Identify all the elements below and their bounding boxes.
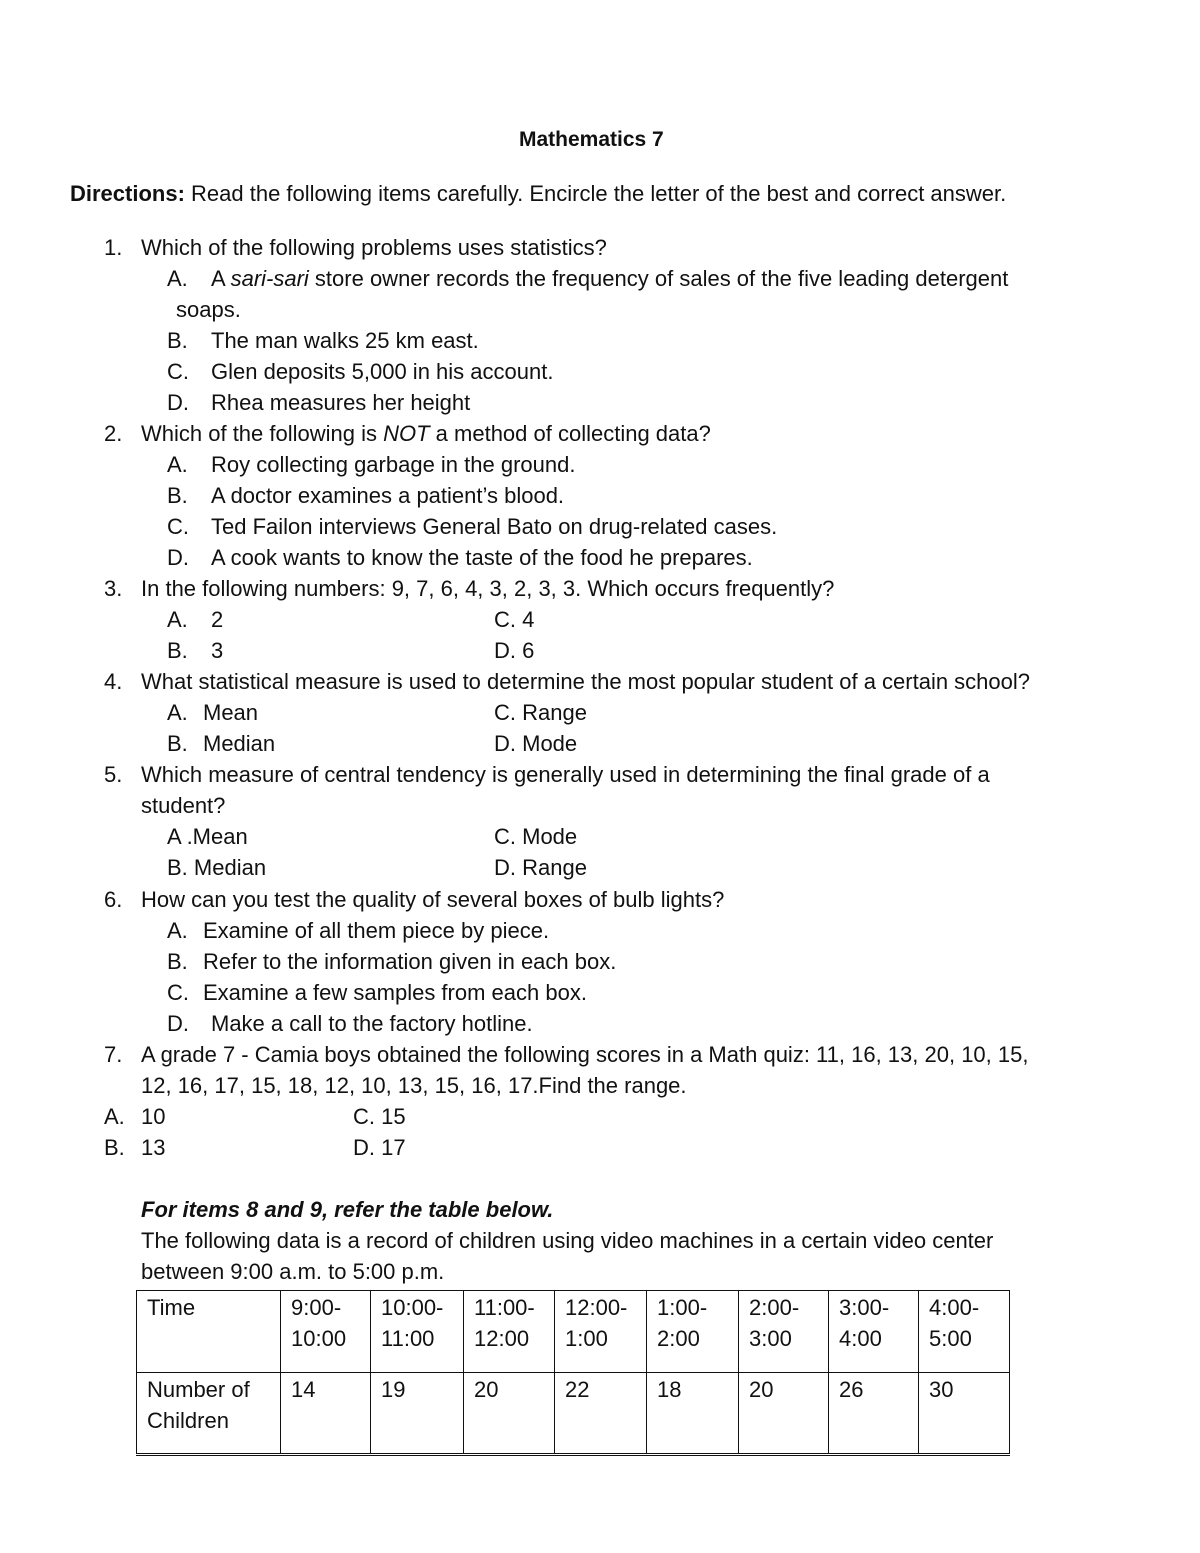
q3-text: In the following numbers: 9, 7, 6, 4, 3, 2, 3, 3. Which occurs frequently? [141,576,835,601]
q1-text: Which of the following problems uses statistics? [141,235,607,260]
table-cell-count: 19 [371,1373,464,1455]
table-section-line1: The following data is a record of children using video machines in a certain video center [141,1228,994,1253]
table-section-line2: between 9:00 a.m. to 5:00 p.m. [141,1259,445,1284]
table-cell-time [739,1291,829,1373]
q2-option-d: A cook wants to know the taste of the food he prepares. [211,545,753,570]
q6-number: 6. [104,887,123,912]
q6-option-d-letter: D. [167,1011,189,1036]
table-section-heading: For items 8 and 9, refer the table below. [141,1197,554,1222]
q1-option-d: Rhea measures her height [211,390,471,415]
time-end: 3:00 [749,1326,792,1351]
directions [70,178,1006,209]
q1-option-a-em: sari-sari [230,266,309,291]
data-table [136,1290,1010,1456]
q2-text-em: NOT [383,421,430,446]
table-cell-count: 22 [555,1373,647,1455]
table-cell-count: 26 [829,1373,919,1455]
q3-option-a-letter: A. [167,607,188,632]
q7-text-cont: 12, 16, 17, 15, 18, 12, 10, 13, 15, 16, 17.Find the range. [141,1073,687,1098]
time-header-label: Time [147,1295,196,1320]
children-header-line2: Children [147,1408,229,1433]
time-start: 4:00- [929,1295,980,1320]
q2-option-c: Ted Failon interviews General Bato on drug-related cases. [211,514,778,539]
time-start: 12:00- [565,1295,628,1320]
q7-option-b-letter: B. [104,1135,125,1160]
q6-option-b-letter: B. [167,949,188,974]
table-row-children [137,1373,1010,1455]
q7-number: 7. [104,1042,123,1067]
q1-option-b-letter: B. [167,328,188,353]
time-end: 10:00 [291,1326,347,1351]
q4-option-b-letter: B. [167,731,188,756]
time-start: 10:00- [381,1295,444,1320]
q4-number: 4. [104,669,123,694]
q6-option-a: Examine of all them piece by piece. [203,918,550,943]
table-header-children [137,1373,281,1455]
q1-number: 1. [104,235,123,260]
time-start: 9:00- [291,1295,342,1320]
page-title: Mathematics 7 [519,128,664,151]
q5-text-cont: student? [141,793,226,818]
q2-option-b: A doctor examines a patient’s blood. [211,483,565,508]
time-start: 11:00- [474,1295,535,1320]
table-cell-time [829,1291,919,1373]
q3-option-a: 2 [211,607,224,632]
q7-text: A grade 7 - Camia boys obtained the following scores in a Math quiz: 11, 16, 13, 20, 10, 15, [141,1042,1029,1067]
q1-option-a [211,263,1008,294]
q4-option-d: D. Mode [494,731,578,756]
time-end: 2:00 [657,1326,700,1351]
time-start: 1:00- [657,1295,708,1320]
time-end: 4:00 [839,1326,882,1351]
time-start: 3:00- [839,1295,890,1320]
q3-option-d: D. 6 [494,638,535,663]
q1-option-d-letter: D. [167,390,189,415]
table-cell-time [281,1291,371,1373]
q3-option-b-letter: B. [167,638,188,663]
table-cell-time [919,1291,1010,1373]
time-end: 12:00 [474,1326,530,1351]
time-end: 5:00 [929,1326,972,1351]
table-cell-time [555,1291,647,1373]
q5-option-d: D. Range [494,855,587,880]
q2-option-c-letter: C. [167,514,189,539]
q3-option-b: 3 [211,638,224,663]
table-cell-count: 20 [739,1373,829,1455]
time-end: 11:00 [381,1326,435,1351]
q1-option-a-post: store owner records the frequency of sales of the five leading detergent [308,266,1009,291]
q6-option-b: Refer to the information given in each box. [203,949,617,974]
q7-option-a: 10 [141,1104,166,1129]
q2-text-pre: Which of the following is [141,421,384,446]
time-start: 2:00- [749,1295,800,1320]
table-cell-count: 30 [919,1373,1010,1455]
q1-option-a-letter: A. [167,266,188,291]
table-header-time [137,1291,281,1373]
q5-option-a: A .Mean [167,824,248,849]
q4-option-a-letter: A. [167,700,188,725]
q1-option-b: The man walks 25 km east. [211,328,479,353]
q1-option-c: Glen deposits 5,000 in his account. [211,359,554,384]
q2-option-b-letter: B. [167,483,188,508]
table-cell-time [647,1291,739,1373]
q5-option-b: B. Median [167,855,267,880]
q4-option-b: Median [203,731,276,756]
q4-option-c: C. Range [494,700,587,725]
q1-option-a-pre: A [211,266,231,291]
q2-option-d-letter: D. [167,545,189,570]
q7-option-d: D. 17 [353,1135,406,1160]
table-cell-count: 14 [281,1373,371,1455]
q2-text-post: a method of collecting data? [429,421,711,446]
q3-number: 3. [104,576,123,601]
q6-option-c: Examine a few samples from each box. [203,980,587,1005]
table-cell-count: 20 [464,1373,555,1455]
q2-text [141,418,711,449]
q6-text: How can you test the quality of several boxes of bulb lights? [141,887,725,912]
table-cell-time [464,1291,555,1373]
q2-option-a: Roy collecting garbage in the ground. [211,452,576,477]
table-row-time [137,1291,1010,1373]
q6-option-d: Make a call to the factory hotline. [211,1011,533,1036]
q5-option-c: C. Mode [494,824,578,849]
q1-option-c-letter: C. [167,359,189,384]
q4-text: What statistical measure is used to determine the most popular student of a certain school? [141,669,1031,694]
children-header-line1: Number of [147,1377,250,1402]
q7-option-a-letter: A. [104,1104,125,1129]
q1-option-a-cont: soaps. [176,297,241,322]
q5-number: 5. [104,762,123,787]
q3-option-c: C. 4 [494,607,535,632]
table-cell-count: 18 [647,1373,739,1455]
q7-option-b: 13 [141,1135,166,1160]
q4-option-a: Mean [203,700,259,725]
q7-option-c: C. 15 [353,1104,406,1129]
q6-option-a-letter: A. [167,918,188,943]
directions-label: Directions: [70,181,185,206]
time-end: 1:00 [565,1326,608,1351]
q2-option-a-letter: A. [167,452,188,477]
q2-number: 2. [104,421,123,446]
directions-text: Read the following items carefully. Encircle the letter of the best and correct answer. [184,181,1007,206]
q6-option-c-letter: C. [167,980,189,1005]
q5-text: Which measure of central tendency is generally used in determining the final grade of a [141,762,990,787]
table-cell-time [371,1291,464,1373]
